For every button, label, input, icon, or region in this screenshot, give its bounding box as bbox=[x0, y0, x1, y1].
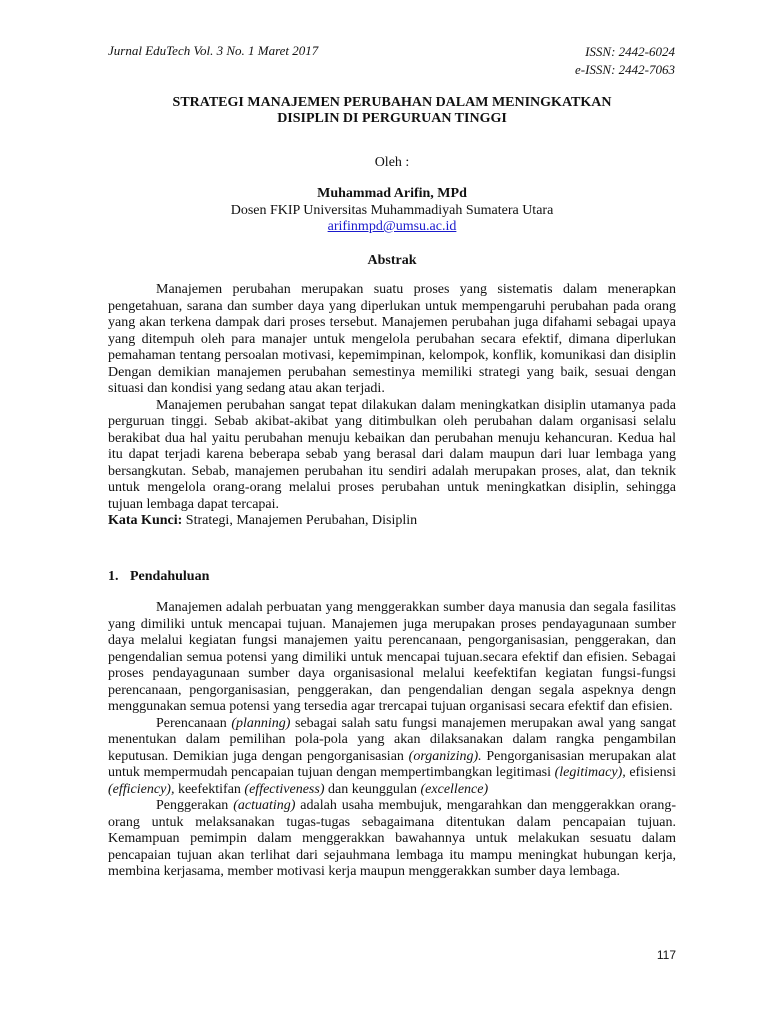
p2-term-efficiency: (efficiency), bbox=[108, 781, 175, 797]
author-email-line bbox=[108, 219, 676, 235]
p2-text-4: efisiensi bbox=[625, 765, 677, 780]
keywords-label: Kata Kunci: bbox=[108, 513, 183, 528]
issn: ISSN: 2442-6024 bbox=[585, 44, 675, 59]
keywords: Strategi, Manajemen Perubahan, Disiplin bbox=[185, 513, 418, 528]
intro-paragraph-2 bbox=[108, 716, 676, 799]
issn-header bbox=[575, 43, 675, 79]
p2-text-5: keefektifan bbox=[174, 781, 245, 797]
title-line-2: DISIPLIN DI PERGURUAN TINGGI bbox=[277, 111, 507, 126]
title-line-1: STRATEGI MANAJEMEN PERUBAHAN DALAM MENINGKATKAN bbox=[172, 95, 612, 110]
eissn: e-ISSN: 2442-7063 bbox=[574, 62, 675, 77]
abstract-heading: Abstrak bbox=[367, 253, 417, 268]
p2-term-legitimacy: (legitimacy), bbox=[554, 765, 626, 780]
section-title: Pendahuluan bbox=[130, 569, 210, 584]
author-email-link[interactable]: arifinmpd@umsu.ac.id bbox=[327, 219, 457, 234]
abstract-paragraph-1: Manajemen perubahan merupakan suatu proses yang sistematis dalam menerapkan pengetahuan, sarana dan sumber daya yang diperlukan untuk mempengaruhi perubahan pada orang yang akan terkena dampak dari proses tersebut. Manajemen perubahan juga difahami sebagai upaya yang ditempuh oleh para manajer untuk mengelola perubahan secara efektif, dimana diperlukan pemahaman tentang persoalan motivasi, kepemimpinan, kelompok, konflik, komunikasi dan disiplin Dengan demikian manajemen perubahan semestinya memiliki strategi yang baik, sesuai dengan situasi dan kondisi yang sedang atau akan terjadi. bbox=[108, 282, 676, 396]
p2-term-organizing: (organizing). bbox=[408, 748, 482, 764]
intro-paragraph-3 bbox=[108, 798, 676, 881]
abstract-paragraph-2: Manajemen perubahan sangat tepat dilakukan dalam meningkatkan disiplin utamanya pada perguruan tinggi. Sebab akibat-akibat yang ditimbulkan oleh perubahan dalam organisasi selalu berakibat dua hal yaitu perubahan menuju kebaikan dan perubahan menuju kehancuran. Kedua hal itu dapat terjadi karena beberapa sebab yang berasal dari dalam maupun dari luar lembaga yang bersangkutan. Sebab, manajemen perubahan itu sendiri adalah merupakan proses, alat, dan teknik untuk mengelola orang-orang melalui proses perubahan untuk meningkatkan disiplin, sehingga tujuan lembaga dapat tercapai. bbox=[108, 397, 676, 512]
author-affiliation: Dosen FKIP Universitas Muhammadiyah Sumatera Utara bbox=[230, 203, 554, 218]
journal-header: Jurnal EduTech Vol. 3 No. 1 Maret 2017 bbox=[108, 43, 319, 58]
author-name: Muhammad Arifin, MPd bbox=[317, 186, 467, 201]
p3-term-actuating: (actuating) bbox=[233, 798, 296, 813]
p3-text-1: Penggerakan bbox=[156, 798, 234, 813]
p2-term-excellence: (excellence) bbox=[420, 781, 489, 797]
p3-text-2: adalah usaha membujuk, mengarahkan dan menggerakkan orang-orang untuk melaksanakan tugas-tugas sebagaimana ditentukan dalam pencapaian tujuan. Kemampuan pemimpin dalam menggerakkan bawahannya untuk melakukan sesuatu dalam pencapaian tujuan akan terlihat dari sejauhmana lembaga itu mampu meningkat hubungan kerja, membina kerjasama, member motivasi kerja maupun menggerakkan sumber daya lembaga. bbox=[108, 798, 676, 879]
introduction-body bbox=[108, 600, 676, 881]
section-heading bbox=[108, 569, 209, 585]
p2-term-planning: (planning) bbox=[231, 715, 291, 731]
page-number: 117 bbox=[656, 948, 676, 962]
p2-text-2: sebagai salah satu fungsi manajemen merupakan awal yang sangat menentukan dalam pemilihan pola-pola yang akan dilaksanakan dalam rangka pengambilan keputusan. Demikian juga dengan pengorganisasian bbox=[108, 715, 677, 764]
p2-text-1: Perencanaan bbox=[156, 715, 232, 731]
p2-term-effectiveness: (effectiveness) bbox=[244, 781, 325, 797]
p2-text-6: dan keunggulan bbox=[324, 781, 421, 797]
abstract-body bbox=[108, 282, 676, 530]
section-number: 1. bbox=[108, 569, 119, 584]
p2-text-3: Pengorganisasian merupakan alat untuk mempermudah pencapaian tujuan dengan mempertimbangkan legitimasi bbox=[108, 748, 676, 780]
intro-paragraph-1: Manajemen adalah perbuatan yang menggerakkan sumber daya manusia dan segala fasilitas yang dimiliki untuk mencapai tujuan. Manajemen juga merupakan proses pendayagunaan sumber daya melalui kegiatan fungsi manajemen yaitu perencanaan, pengorganisasian, penggerakan, dan pengendalian semua potensi yang dimiliki untuk mencapai tujuan.secara efektif dan efisien. Sebagai proses pendayagunaan sumber daya organisasional melalui keefektifan kegiatan fungsi-fungsi perencanaan, pengorganisasian, penggerakan, dan pengendalian dengan segala aspeknya dengn menggunakan semua potensi yang tersedia agar trercapai tujuan organisasi secara efektif dan efisien. bbox=[108, 600, 676, 714]
keywords-line bbox=[108, 513, 676, 530]
oleh-label: Oleh : bbox=[374, 155, 410, 170]
paper-title bbox=[108, 95, 676, 127]
